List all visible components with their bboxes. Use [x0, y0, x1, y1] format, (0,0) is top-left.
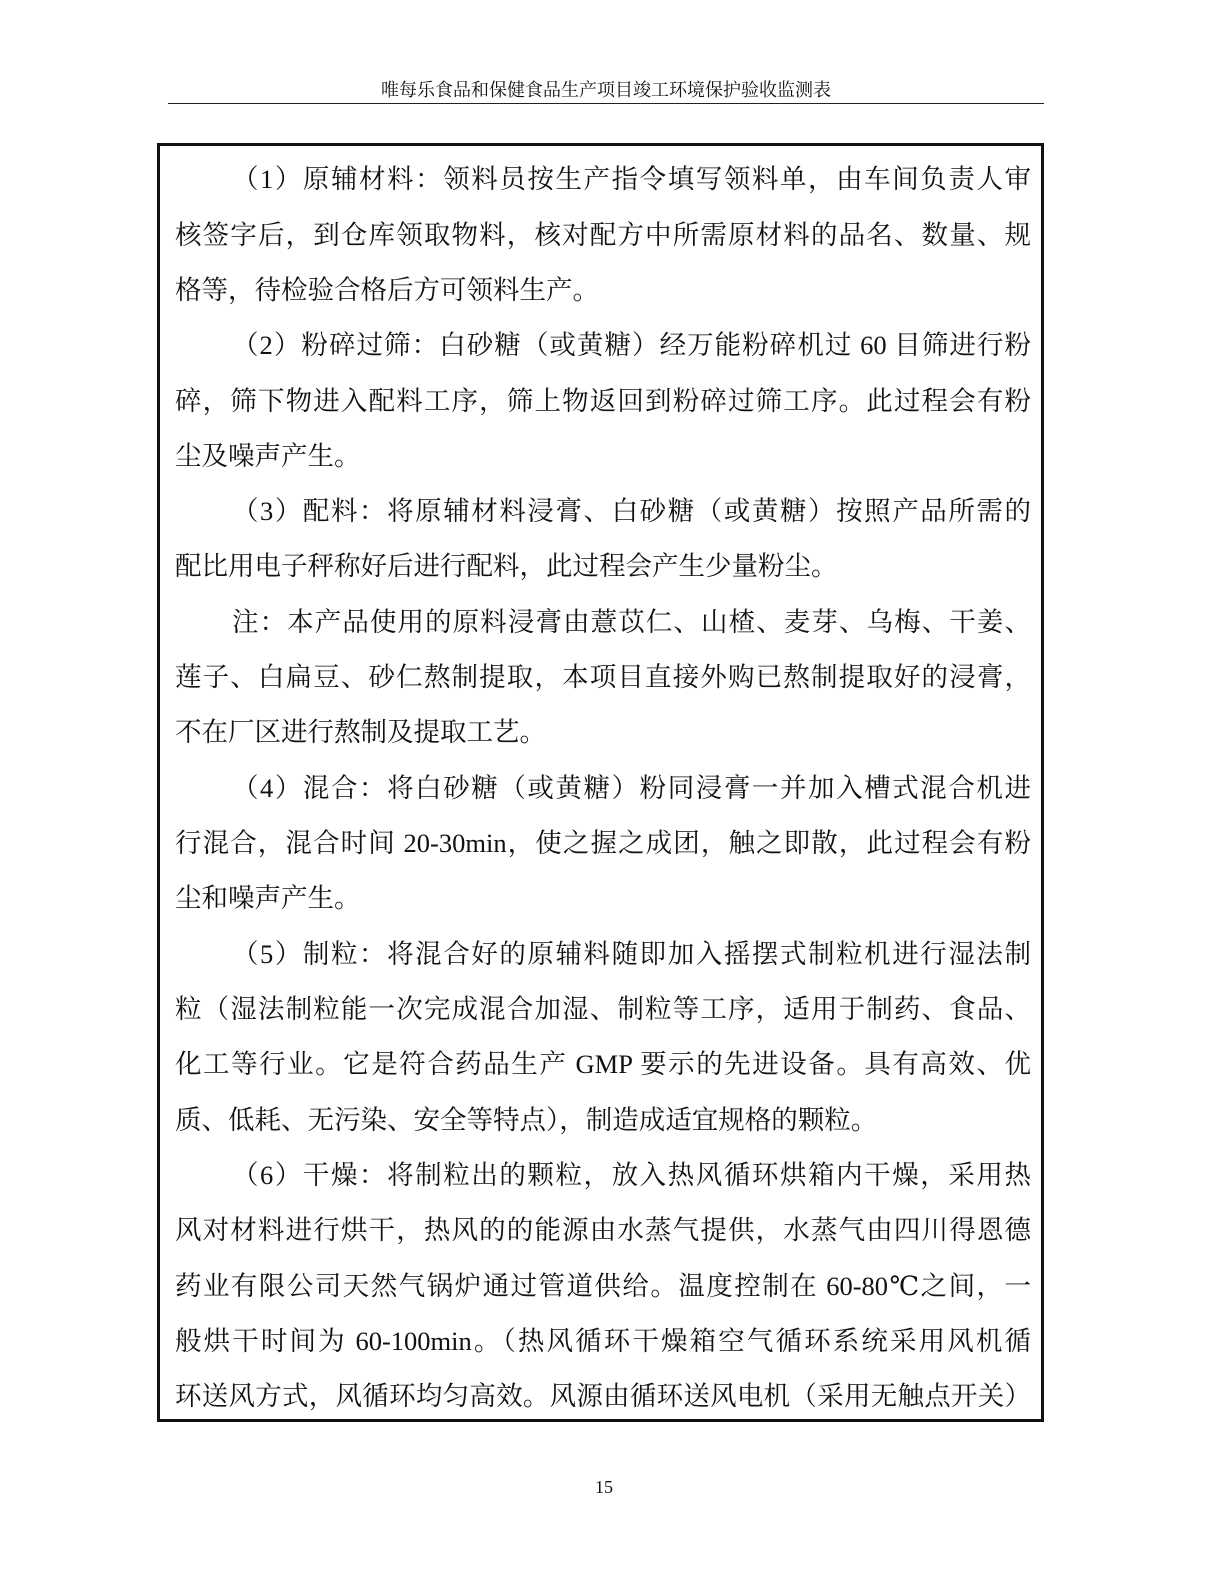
- paragraph-note: [175, 595, 1031, 761]
- content-frame: [157, 143, 1044, 1422]
- body-line: 格等，待检验合格后方可领料生产。: [175, 274, 599, 305]
- body-line: 风对材料进行烘干，热风的的能源由水蒸气提供，水蒸气由四川得恩德: [175, 1215, 1031, 1246]
- body-line: （5）制粒：将混合好的原辅料随即加入摇摆式制粒机进行湿法制: [232, 938, 1031, 969]
- paragraph-batching: [175, 484, 1031, 595]
- body-line: 行混合，混合时间 20-30min，使之握之成团，触之即散，此过程会有粉: [175, 828, 1031, 859]
- paragraph-raw-materials: [175, 152, 1031, 318]
- body-line: 药业有限公司天然气锅炉通过管道供给。温度控制在 60-80℃之间，一: [175, 1270, 1031, 1301]
- running-header: 唯每乐食品和保健食品生产项目竣工环境保护验收监测表: [381, 80, 831, 100]
- body-line: 环送风方式，风循环均匀高效。风源由循环送风电机（采用无触点开关）: [175, 1381, 1031, 1412]
- body-line: （4）混合：将白砂糖（或黄糖）粉同浸膏一并加入槽式混合机进: [232, 772, 1031, 803]
- body-line: 配比用电子秤称好后进行配料，此过程会产生少量粉尘。: [175, 551, 838, 582]
- page-number: 15: [595, 1477, 613, 1497]
- body-line: 化工等行业。它是符合药品生产 GMP 要示的先进设备。具有高效、优: [175, 1049, 1031, 1080]
- body-line: 莲子、白扁豆、砂仁熬制提取，本项目直接外购已熬制提取好的浸膏，: [175, 662, 1031, 693]
- body-line: 粒（湿法制粒能一次完成混合加湿、制粒等工序，适用于制药、食品、: [175, 993, 1031, 1024]
- body-line: 尘和噪声产生。: [175, 883, 361, 914]
- paragraph-mixing: [175, 761, 1031, 927]
- paragraph-granulation: [175, 927, 1031, 1148]
- body-line: 般烘干时间为 60-100min。（热风循环干燥箱空气循环系统采用风机循: [175, 1325, 1031, 1356]
- body-line: 尘及噪声产生。: [175, 440, 361, 471]
- body-line: 注：本产品使用的原料浸膏由薏苡仁、山楂、麦芽、乌梅、干姜、: [232, 606, 1031, 637]
- body-line: 不在厂区进行熬制及提取工艺。: [175, 717, 546, 748]
- header-divider: [168, 103, 1044, 104]
- body-line: 质、低耗、无污染、安全等特点），制造成适宜规格的颗粒。: [175, 1104, 878, 1135]
- body-line: 碎，筛下物进入配料工序，筛上物返回到粉碎过筛工序。此过程会有粉: [175, 385, 1031, 416]
- body-line: 核签字后，到仓库领取物料，核对配方中所需原材料的品名、数量、规: [175, 219, 1031, 250]
- body-line: （3）配料：将原辅材料浸膏、白砂糖（或黄糖）按照产品所需的: [232, 496, 1031, 527]
- body-line: （6）干燥：将制粒出的颗粒，放入热风循环烘箱内干燥，采用热: [232, 1159, 1031, 1190]
- body-line: （2）粉碎过筛：白砂糖（或黄糖）经万能粉碎机过 60 目筛进行粉: [232, 330, 1031, 361]
- paragraph-drying: [175, 1148, 1031, 1425]
- body-line: （1）原辅材料：领料员按生产指令填写领料单，由车间负责人审: [232, 164, 1031, 195]
- paragraph-crushing-sieving: [175, 318, 1031, 484]
- content-body: [175, 152, 1031, 1424]
